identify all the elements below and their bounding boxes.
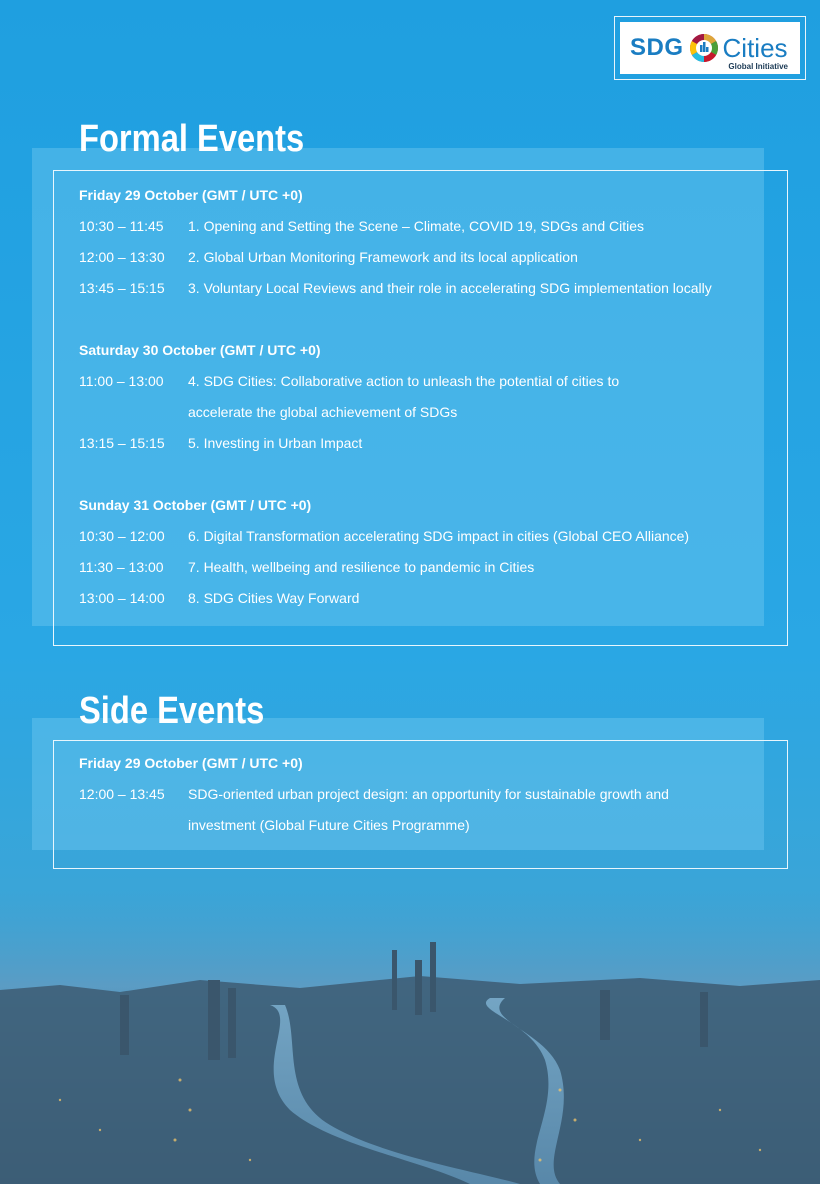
formal-events-schedule — [79, 180, 748, 614]
event-row — [79, 273, 748, 304]
event-desc: 4. SDG Cities: Collaborative action to unleash the potential of cities to accelerate the global achievement of SDGs — [188, 373, 620, 420]
event-row — [79, 242, 748, 273]
day-heading: Saturday 30 October (GMT / UTC +0) — [79, 342, 321, 358]
event-desc: 3. Voluntary Local Reviews and their role in accelerating SDG implementation locally — [188, 280, 712, 296]
event-time: 13:00 – 14:00 — [79, 590, 165, 606]
event-row — [79, 211, 748, 242]
logo-subtitle: Global Initiative — [728, 62, 788, 71]
event-time: 13:45 – 15:15 — [79, 280, 165, 296]
event-row — [79, 428, 748, 459]
logo-brand: SDG — [630, 34, 684, 61]
event-desc: 2. Global Urban Monitoring Framework and its local application — [188, 249, 578, 265]
event-row — [79, 521, 748, 552]
event-desc: 1. Opening and Setting the Scene – Climate, COVID 19, SDGs and Cities — [188, 218, 645, 234]
side-events-title: Side Events — [79, 690, 265, 732]
day-heading: Friday 29 October (GMT / UTC +0) — [79, 187, 303, 203]
sdg-cities-logo — [614, 16, 806, 80]
event-time: 10:30 – 12:00 — [79, 528, 165, 544]
event-row — [79, 583, 748, 614]
logo-name: Cities — [722, 32, 788, 63]
event-time: 10:30 – 11:45 — [79, 218, 164, 234]
event-row — [79, 779, 738, 841]
event-time: 13:15 – 15:15 — [79, 435, 165, 451]
event-desc: 8. SDG Cities Way Forward — [188, 590, 360, 606]
event-time: 11:30 – 13:00 — [79, 559, 164, 575]
logo-box — [620, 22, 800, 74]
city-skyline-image — [0, 880, 820, 1184]
event-time: 12:00 – 13:30 — [79, 249, 165, 265]
day-heading: Sunday 31 October (GMT / UTC +0) — [79, 497, 312, 513]
event-desc: 6. Digital Transformation accelerating SDG impact in cities (Global CEO Alliance) — [188, 528, 690, 544]
event-time: 12:00 – 13:45 — [79, 786, 165, 802]
day-heading: Friday 29 October (GMT / UTC +0) — [79, 755, 303, 771]
event-time: 11:00 – 13:00 — [79, 373, 164, 389]
event-desc: 7. Health, wellbeing and resilience to pandemic in Cities — [188, 559, 535, 575]
event-desc: SDG-oriented urban project design: an opportunity for sustainable growth and investment (Global Future Cities Programme) — [188, 786, 669, 833]
event-row — [79, 552, 748, 583]
formal-events-title: Formal Events — [79, 118, 305, 160]
side-events-schedule — [79, 748, 738, 841]
event-row — [79, 366, 748, 428]
sdg-wheel-icon — [689, 33, 719, 63]
event-desc: 5. Investing in Urban Impact — [188, 435, 363, 451]
